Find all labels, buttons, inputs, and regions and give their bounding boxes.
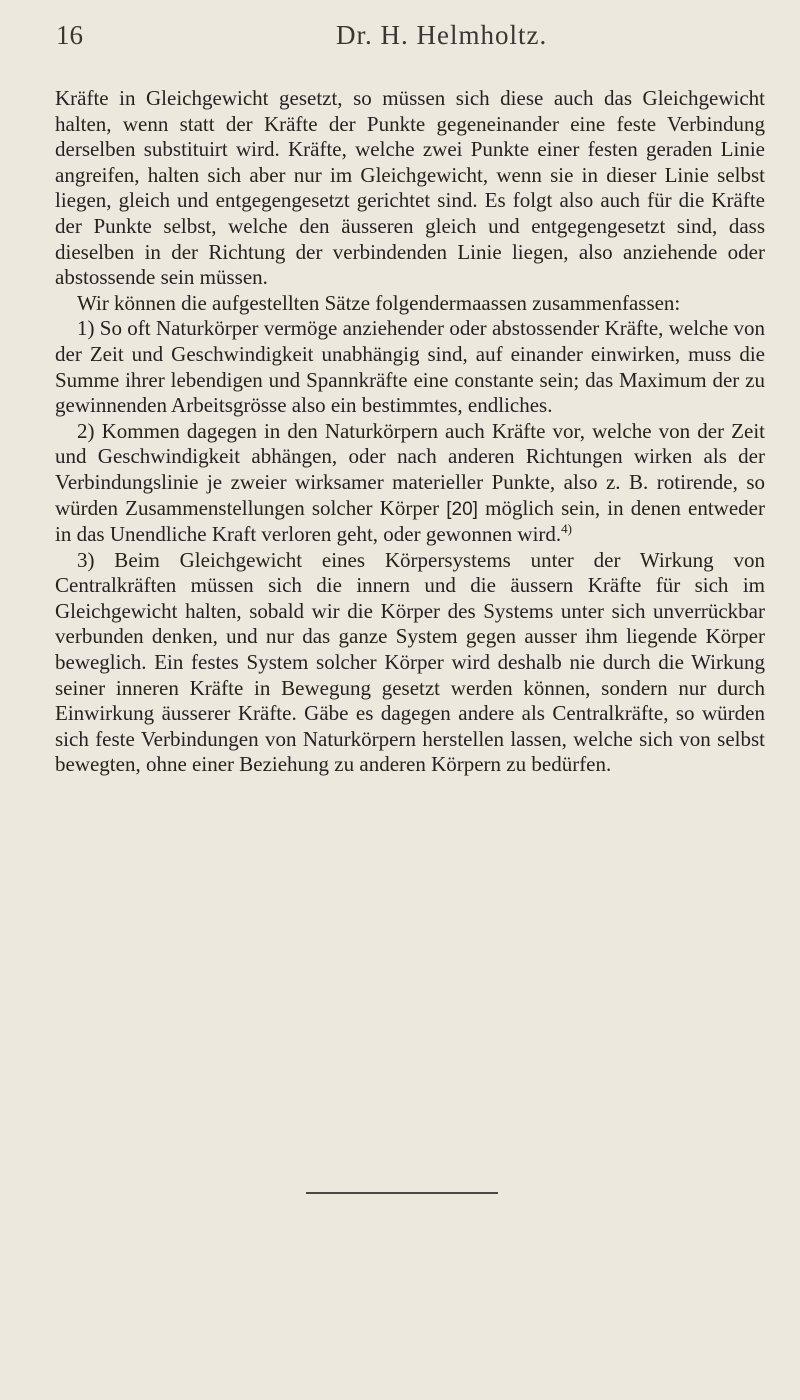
paragraph-point-3: 3) Beim Gleichgewicht eines Körpersystems unter der Wirkung von Centralkräften müssen sich die innern und die äussern Kräfte für sich im Gleichgewicht halten, sobald wir die Körper des Systems unter sich unverrückbar verbunden denken, und nur das ganze System gegen ausser ihm liegende Körper beweglich. Ein festes System solcher Körper wird deshalb nie durch die Wirkung seiner inneren Kräfte in Bewegung gesetzt werden können, sondern nur durch Einwirkung äusserer Kräfte. Gäbe es dagegen andere als Centralkräfte, so würden sich feste Verbindungen von Naturkörpern herstellen lassen, welche sich von selbst bewegten, ohne einer Beziehung zu anderen Körpern zu bedürfen. [55,547,765,777]
paragraph-continued: Kräfte in Gleichgewicht gesetzt, so müssen sich diese auch das Gleichgewicht halten, wenn statt der Kräfte der Punkte gegeneinander eine feste Verbindung derselben substituirt wird. Kräfte, welche zwei Punkte einer festen geraden Linie angreifen, halten sich aber nur im Gleichgewicht, wenn sie in dieser Linie selbst liegen, gleich und entgegengesetzt gerichtet sind. Es folgt also auch für die Kräfte der Punkte selbst, welche den äusseren gleich und entgegengesetzt sind, dass dieselben in der Richtung der verbindenden Linie liegen, also anziehende oder abstossende sein müssen. [55,86,765,290]
paragraph-point-2-text-a: 2) Kommen dagegen in den Naturkörpern auch Kräfte vor, welche von der Zeit und Geschwindigkeit abhängen, oder nach anderen Richtungen wirken als der Verbindungslinie je zweier wirksamer materieller Punkte, also z. B. rotirende, so würden Zusammenstellungen solcher Körper [55,418,765,520]
paragraph-summary-intro: Wir können die aufgestellten Sätze folgendermaassen zusammenfassen: [77,290,681,315]
running-head [56,20,760,60]
paragraph-point-2 [55,419,765,548]
paragraph-point-1: 1) So oft Naturkörper vermöge anziehender oder abstossender Kräfte, welche von der Zeit und Geschwindigkeit unabhängig sind, auf einander einwirken, muss die Summe ihrer lebendigen und Spannkräfte eine constante sein; das Maximum der zu gewinnenden Arbeitsgrösse also ein bestimmtes, endliches. [55,316,765,418]
footnote-marker: 4) [561,521,573,537]
page-number: 16 [56,20,83,50]
footnote-rule [306,1192,498,1194]
page-reference-marker: [20] [446,498,478,520]
paragraph-point-2-text-b: möglich sein, in denen entweder in das Unendliche Kraft verloren geht, oder gewonnen wird. [55,495,765,547]
running-title: Dr. H. Helmholtz. [336,20,548,50]
body-text [55,86,765,778]
